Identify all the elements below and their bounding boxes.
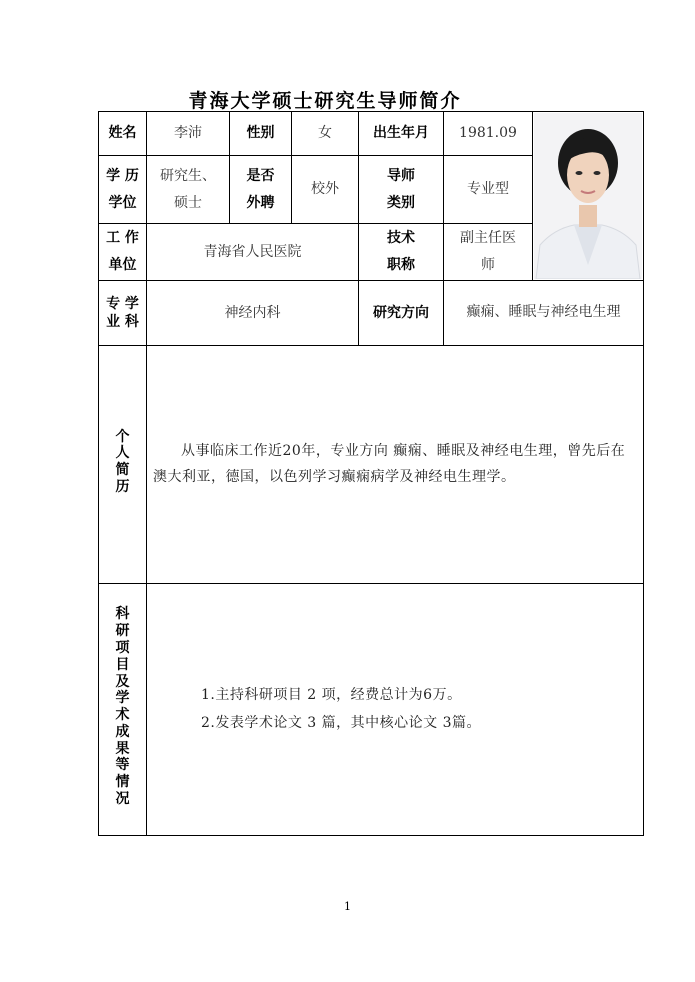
projects-label: 科 研 项 目 及 学 术 成 果 等 情 况 — [115, 606, 130, 808]
external-label: 是否 外聘 — [230, 156, 292, 224]
birth-label: 出生年月 — [359, 112, 444, 156]
projects-cell — [147, 584, 644, 836]
gender-label: 性别 — [230, 112, 292, 156]
title-rank-value: 副主任医 师 — [444, 224, 533, 281]
profile-photo — [534, 113, 642, 279]
page-number: 1 — [344, 900, 351, 913]
page-title: 青海大学硕士研究生导师简介 — [188, 90, 462, 112]
discipline-value: 神经内科 — [147, 281, 359, 346]
portrait-image — [534, 113, 642, 279]
projects-label-cell — [99, 584, 147, 836]
name-value: 李沛 — [147, 112, 230, 156]
education-label: 学 历 学位 — [99, 156, 147, 224]
title-rank-label: 技术 职称 — [359, 224, 444, 281]
gender-value: 女 — [292, 112, 359, 156]
discipline-label: 专 学 业 科 — [99, 281, 147, 346]
profile-table — [98, 111, 644, 836]
workplace-label: 工 作 单位 — [99, 224, 147, 281]
birth-value: 1981.09 — [444, 112, 533, 156]
bio-label: 个 人 简 历 — [115, 428, 130, 495]
achievement-item: 2.发表学术论文 3 篇，其中核心论文 3篇。 — [201, 714, 482, 731]
external-value: 校外 — [292, 156, 359, 224]
workplace-value: 青海省人民医院 — [147, 224, 359, 281]
research-label: 研究方向 — [359, 281, 444, 346]
achievements-list — [147, 682, 643, 737]
research-value: 癫痫、睡眠与神经电生理 — [444, 281, 644, 346]
bio-label-cell — [99, 346, 147, 584]
education-value: 研究生、 硕士 — [147, 156, 230, 224]
name-label: 姓名 — [99, 112, 147, 156]
supervisor-type-value: 专业型 — [444, 156, 533, 224]
achievement-item: 1.主持科研项目 2 项，经费总计为6万。 — [201, 687, 462, 704]
bio-text: 从事临床工作近20年，专业方向 癫痫、睡眠及神经电生理，曾先后在澳大利亚，德国，以色列学习癫痫病学及神经电生理学。 — [153, 443, 626, 485]
supervisor-type-label: 导师 类别 — [359, 156, 444, 224]
photo-cell — [533, 112, 644, 281]
bio-cell — [147, 346, 644, 584]
